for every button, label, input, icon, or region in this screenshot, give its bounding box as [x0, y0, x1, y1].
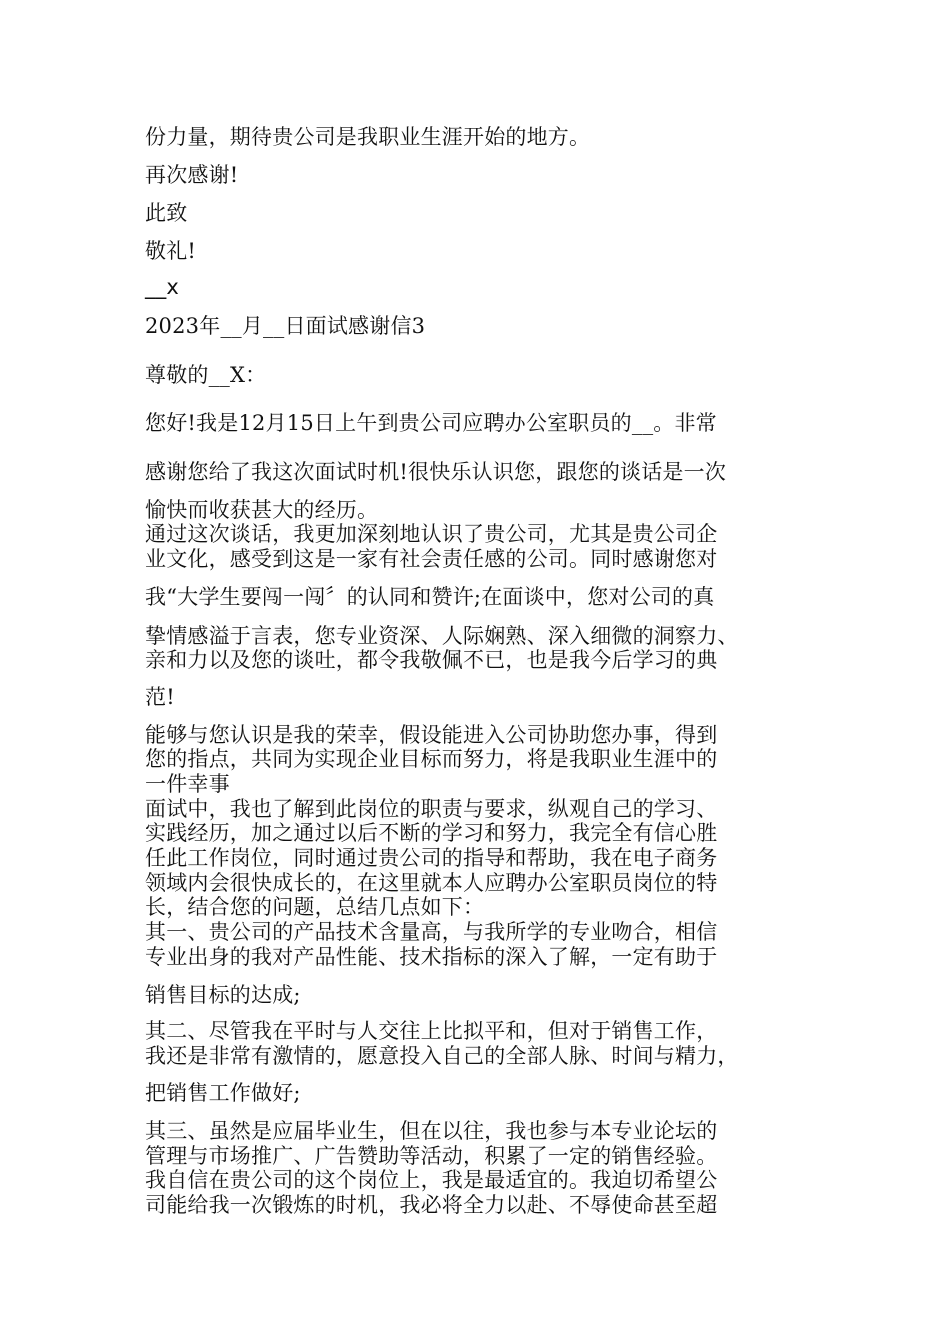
body-line: 能够与您认识是我的荣幸，假设能进入公司协助您办事，得到 [145, 723, 718, 747]
body-line: 业文化，感受到这是一家有社会责任感的公司。同时感谢您对 [145, 547, 718, 571]
body-line: 任此工作岗位，同时通过贵公司的指导和帮助，我在电子商务 [145, 846, 718, 870]
thanks-again-line: 再次感谢! [145, 163, 239, 187]
body-line: 管理与市场推广、广告赞助等活动，积累了一定的销售经验。 [145, 1144, 718, 1168]
body-line: 一件幸事 [145, 772, 230, 796]
body-line: 长，结合您的问题，总结几点如下： [145, 895, 485, 919]
body-line: 销售目标的达成; [145, 983, 301, 1007]
closing-line: 份力量，期待贵公司是我职业生涯开始的地方。 [145, 125, 591, 149]
signature-line: __x [145, 275, 180, 299]
body-line: 专业出身的我对产品性能、技术指标的深入了解，一定有助于 [145, 945, 718, 969]
body-line: 我“大学生要闯一闯〞的认同和赞许;在面谈中，您对公司的真 [145, 585, 715, 609]
greeting-line: 尊敬的__X： [145, 363, 267, 387]
regards-line: 敬礼! [145, 239, 197, 263]
salutation-line: 此致 [145, 201, 188, 225]
body-line: 愉快而收获甚大的经历。 [145, 498, 379, 522]
body-line: 实践经历，加之通过以后不断的学习和努力，我完全有信心胜 [145, 821, 718, 845]
body-line: 面试中，我也了解到此岗位的职责与要求，纵观自己的学习、 [145, 797, 718, 821]
body-line: 其三、虽然是应届毕业生，但在以往，我也参与本专业论坛的 [145, 1119, 718, 1143]
body-line: 挚情感溢于言表，您专业资深、人际娴熟、深入细微的洞察力、 [145, 624, 739, 648]
body-line: 领域内会很快成长的，在这里就本人应聘办公室职员岗位的特 [145, 871, 718, 895]
body-line: 我还是非常有激情的，愿意投入自己的全部人脉、时间与精力， [145, 1044, 739, 1068]
body-line: 我自信在贵公司的这个岗位上，我是最适宜的。我迫切希望公 [145, 1168, 718, 1192]
letter-heading: 2023年__月__日面试感谢信3 [145, 314, 426, 338]
body-line: 您好!我是12月15日上午到贵公司应聘办公室职员的__。非常 [145, 411, 717, 435]
body-line: 把销售工作做好; [145, 1081, 301, 1105]
body-line: 感谢您给了我这次面试时机!很快乐认识您，跟您的谈话是一次 [145, 460, 727, 484]
body-line: 其二、尽管我在平时与人交往上比拟平和，但对于销售工作， [145, 1019, 718, 1043]
body-line: 范! [145, 685, 175, 709]
body-line: 通过这次谈话，我更加深刻地认识了贵公司，尤其是贵公司企 [145, 522, 718, 546]
body-line: 亲和力以及您的谈吐，都令我敬佩不已，也是我今后学习的典 [145, 648, 718, 672]
body-line: 司能给我一次锻炼的时机，我必将全力以赴、不辱使命甚至超 [145, 1193, 718, 1217]
body-line: 其一、贵公司的产品技术含量高，与我所学的专业吻合，相信 [145, 920, 718, 944]
body-line: 您的指点，共同为实现企业目标而努力，将是我职业生涯中的 [145, 747, 718, 771]
